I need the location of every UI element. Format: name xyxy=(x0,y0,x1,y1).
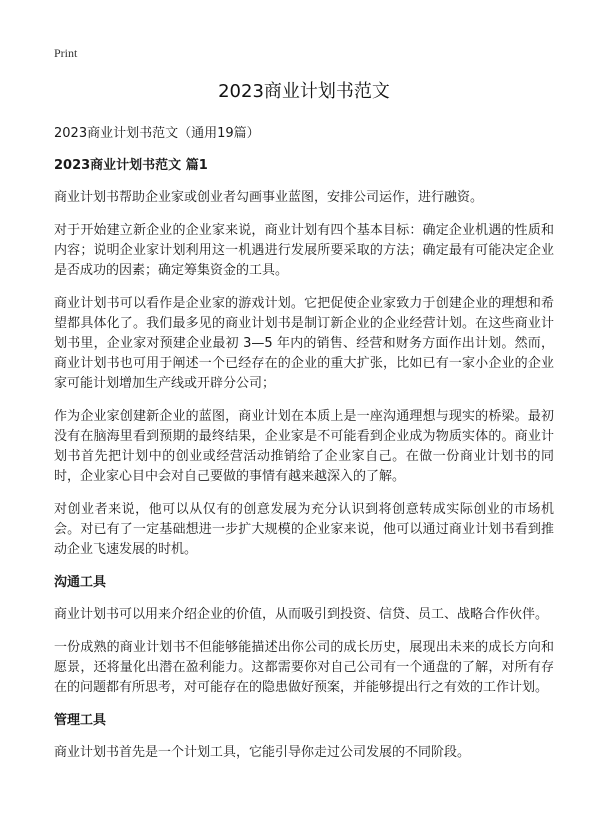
document-subtitle: 2023商业计划书范文（通用19篇） xyxy=(54,126,260,141)
section-heading-communication: 沟通工具 xyxy=(54,575,107,590)
paragraph: 作为企业家创建新企业的蓝图，商业计划在本质上是一座沟通理想与现实的桥梁。最初没有在脑海里看到预期的最终结果，企业家是不可能看到企业成为物质实体的。商业计划书首先把计划中的创业或经营活动推销给了企业家自己。在做一份商业计划书的同时，企业家心目中会对自己要做的事情有越来越深入的了解。 xyxy=(54,409,554,484)
paragraph: 一份成熟的商业计划书不但能够能描述出你公司的成长历史，展现出未来的成长方向和愿景，还将量化出潜在盈利能力。这都需要你对自己公司有一个通盘的了解，对所有存在的问题都有所思考，对可能存在的隐患做好预案，并能够提出行之有效的工作计划。 xyxy=(54,640,554,695)
paragraph: 商业计划书可以看作是企业家的游戏计划。它把促使企业家致力于创建企业的理想和希望都具体化了。我们最多见的商业计划书是制订新企业的企业经营计划。在这些商业计划书里，企业家对预建企业最初 3—5 年内的销售、经营和财务方面作出计划。然而，商业计划书也可用于阐述一个已经存在的企业的重大扩张，比如已有一家小企业的企业家可能计划增加生产线或开辟分公司； xyxy=(54,296,554,391)
paragraph: 商业计划书首先是一个计划工具，它能引导你走过公司发展的不同阶段。 xyxy=(54,745,471,760)
paragraph: 商业计划书帮助企业家或创业者勾画事业蓝图，安排公司运作，进行融资。 xyxy=(54,190,484,205)
section-heading-management: 管理工具 xyxy=(54,713,107,728)
print-link[interactable]: Print xyxy=(54,46,78,60)
document-body xyxy=(54,80,554,776)
paragraph: 商业计划书可以用来介绍企业的价值，从而吸引到投资、信贷、员工、战略合作伙伴。 xyxy=(54,607,549,622)
article-heading: 2023商业计划书范文 篇1 xyxy=(54,158,208,173)
paragraph: 对于开始建立新企业的企业家来说，商业计划有四个基本目标：确定企业机遇的性质和内容；说明企业家计划利用这一机遇进行发展所要采取的方法；确定最有可能决定企业是否成功的因素；确定筹集资金的工具。 xyxy=(54,223,554,278)
paragraph: 对创业者来说，他可以从仅有的创意发展为充分认识到将创意转成实际创业的市场机会。对已有了一定基础想进一步扩大规模的企业家来说，他可以通过商业计划书看到推动企业飞速发展的时机。 xyxy=(54,502,554,557)
document-title: 2023商业计划书范文 xyxy=(218,81,390,102)
